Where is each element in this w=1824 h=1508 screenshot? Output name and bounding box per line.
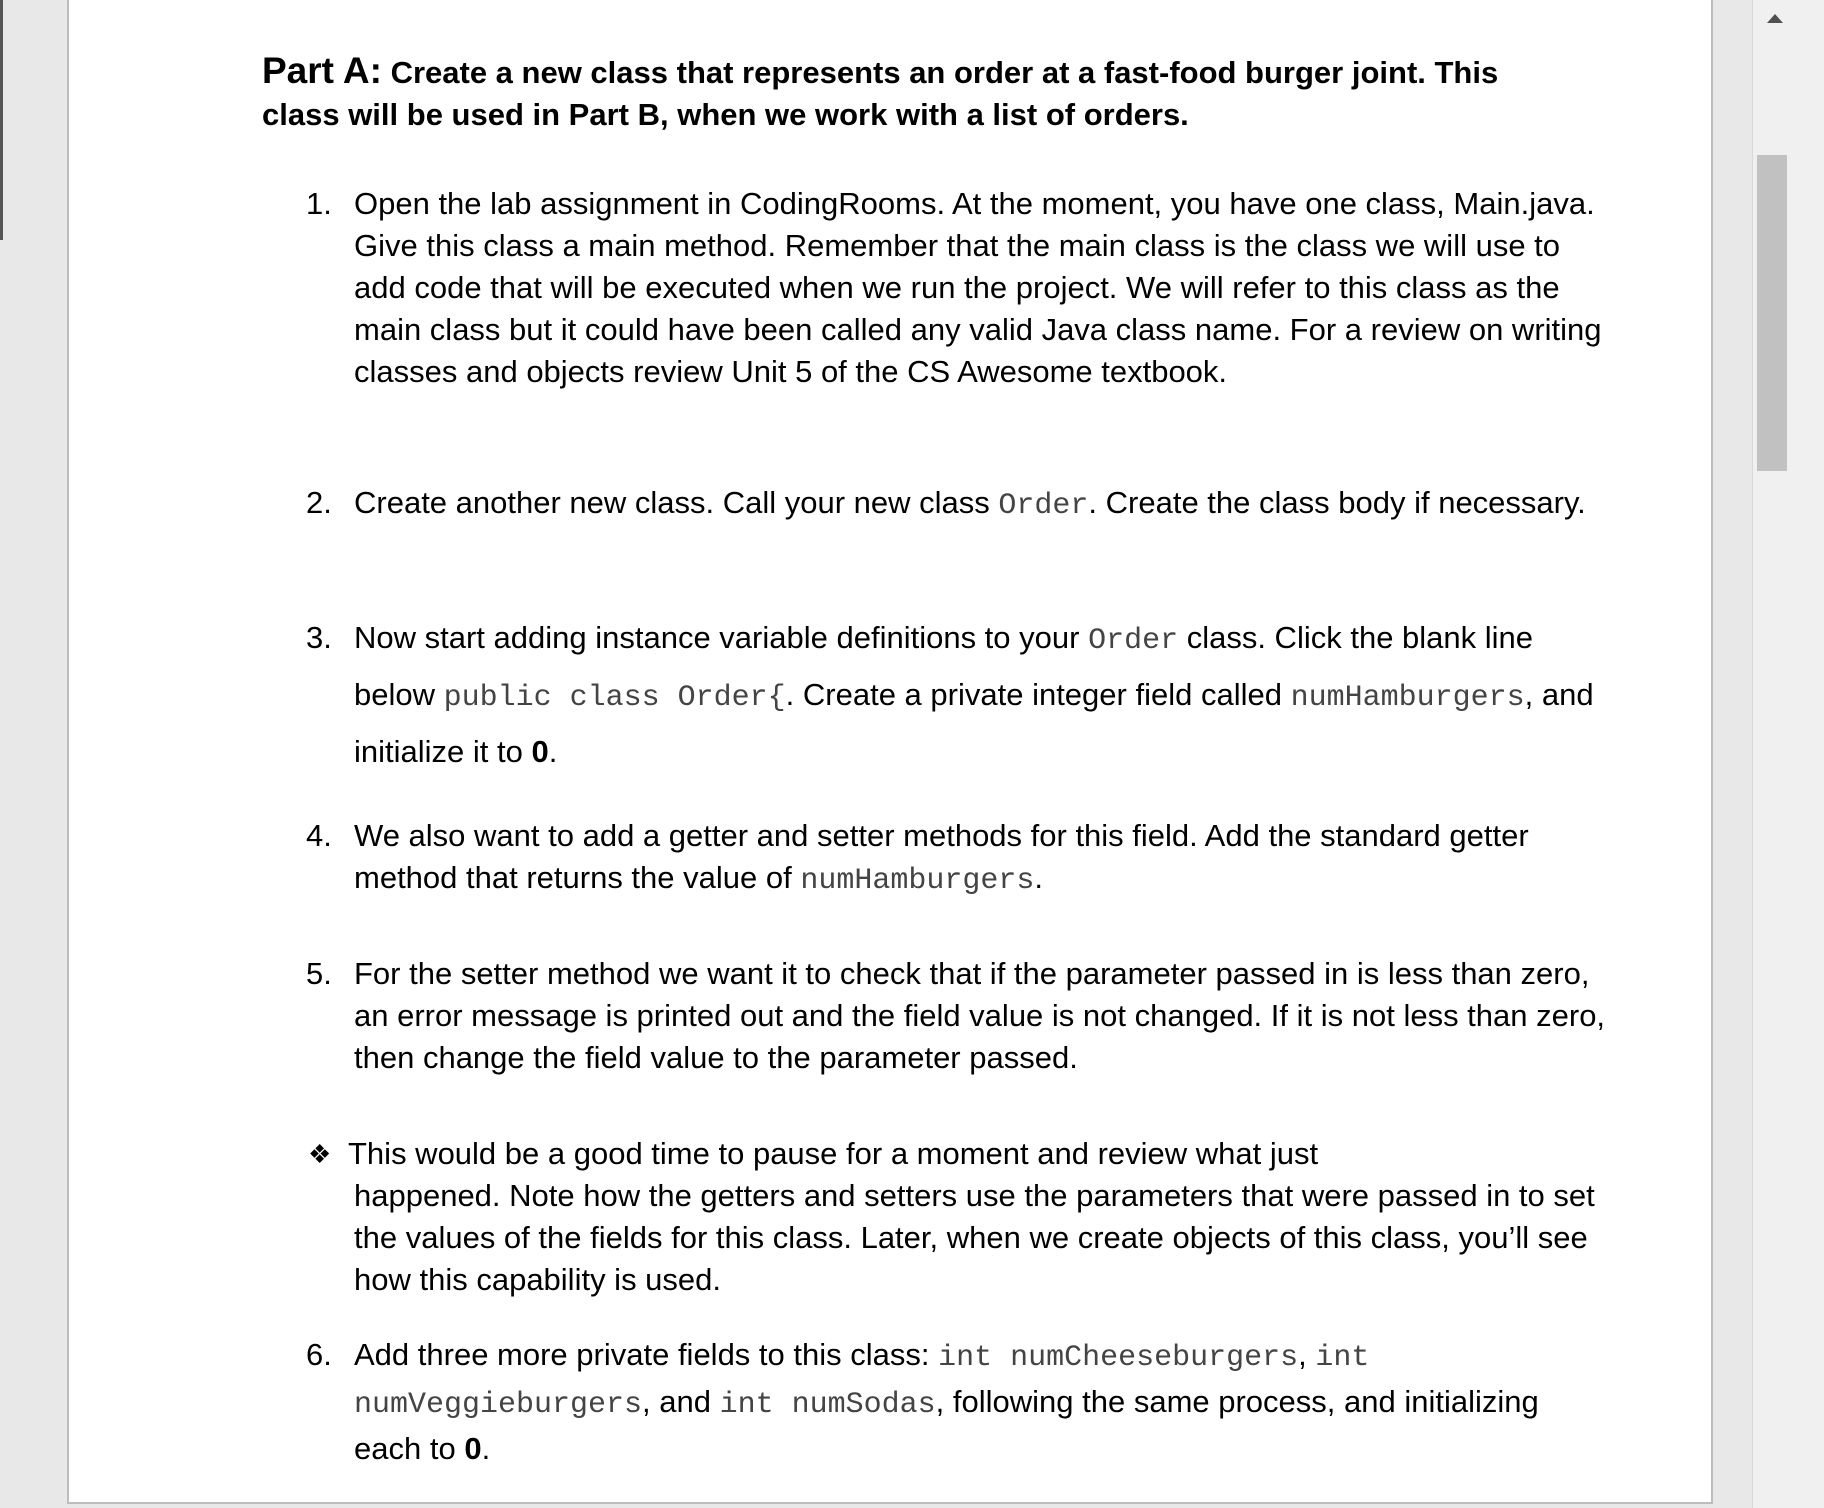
list-item-number: 6. bbox=[306, 1337, 332, 1372]
document-content bbox=[262, 50, 1552, 136]
list-item-6 bbox=[306, 1333, 1604, 1471]
code-num-cheeseburgers: int numCheeseburgers bbox=[938, 1341, 1299, 1375]
list-item-text: . bbox=[548, 734, 558, 769]
code-class-declaration: public class Order{ bbox=[443, 681, 786, 715]
bold-zero: 0 bbox=[531, 734, 549, 769]
code-num-hamburgers: numHamburgers bbox=[1290, 681, 1525, 715]
list-item-number: 3. bbox=[306, 620, 332, 655]
list-item-text: . bbox=[481, 1431, 491, 1466]
code-num-sodas: int numSodas bbox=[719, 1388, 936, 1422]
list-item-text: We also want to add a getter and setter methods for this field. Add the standard getter method that returns the value of bbox=[354, 818, 1529, 895]
review-note bbox=[306, 1133, 1604, 1301]
list-item-text: , and bbox=[642, 1384, 720, 1419]
part-a-label: Part A: bbox=[262, 50, 382, 91]
list-item-text: Now start adding instance variable definitions to your bbox=[354, 620, 1089, 655]
code-num-hamburgers: numHamburgers bbox=[800, 864, 1035, 898]
list-item-number: 2. bbox=[306, 485, 332, 520]
part-a-heading bbox=[262, 50, 1552, 136]
list-item-5 bbox=[306, 953, 1619, 1079]
list-item-text: . bbox=[1034, 860, 1043, 895]
list-item-number: 1. bbox=[306, 186, 332, 221]
list-item-number: 5. bbox=[306, 956, 332, 991]
diamond-bullet-icon: ❖ bbox=[308, 1139, 332, 1169]
code-order: Order bbox=[1088, 624, 1179, 658]
part-a-description: Create a new class that represents an order at a fast-food burger joint. This class will be used in Part B, when we work with a list of orders. bbox=[262, 55, 1499, 132]
list-item-text: , bbox=[1298, 1337, 1316, 1372]
list-item-text: . Create the class body if necessary. bbox=[1088, 485, 1586, 520]
list-item-4 bbox=[306, 815, 1604, 902]
note-text: This would be a good time to pause for a moment and review what just bbox=[348, 1136, 1319, 1171]
arrow-up-icon bbox=[1767, 14, 1783, 23]
code-num-veggieburgers: int numVeggieburgers bbox=[354, 1341, 1370, 1422]
list-item-text: For the setter method we want it to check that if the parameter passed in is less than zero, an error message is printed out and the field value is not changed. If it is not less than zero, then change the field value to the parameter passed. bbox=[354, 956, 1606, 1075]
list-item-text: , and initialize it to bbox=[354, 677, 1594, 769]
left-window-edge bbox=[0, 0, 3, 240]
list-item-text: class. Click the blank line below bbox=[354, 620, 1534, 712]
list-item-text: , following the same process, and initializing each to bbox=[354, 1384, 1539, 1466]
list-item-1 bbox=[306, 183, 1604, 393]
list-item-text: Add three more private fields to this class: bbox=[354, 1337, 939, 1372]
list-item-number: 4. bbox=[306, 818, 332, 853]
code-order: Order bbox=[998, 489, 1089, 523]
list-item-2 bbox=[306, 481, 1604, 528]
list-item-text: . Create a private integer field called bbox=[785, 677, 1291, 712]
scrollbar-thumb[interactable] bbox=[1757, 155, 1787, 471]
scroll-up-button[interactable] bbox=[1760, 8, 1790, 28]
note-text: happened. Note how the getters and setters use the parameters that were passed in to set the values of the fields for this class. Later, when we create objects of this class, you’ll see how this capability is used. bbox=[354, 1178, 1595, 1297]
list-item-text: Open the lab assignment in CodingRooms. At the moment, you have one class, Main.java. Give this class a main method. Remember that the main class is the class we will use to add code that will be executed when we run the project. We will refer to this class as the main class but it could have been called any valid Java class name. For a review on writing classes and objects review Unit 5 of the CS Awesome textbook. bbox=[354, 186, 1602, 389]
bold-zero: 0 bbox=[464, 1431, 482, 1466]
list-item-3 bbox=[306, 611, 1604, 778]
list-item-text: Create another new class. Call your new class bbox=[354, 485, 999, 520]
